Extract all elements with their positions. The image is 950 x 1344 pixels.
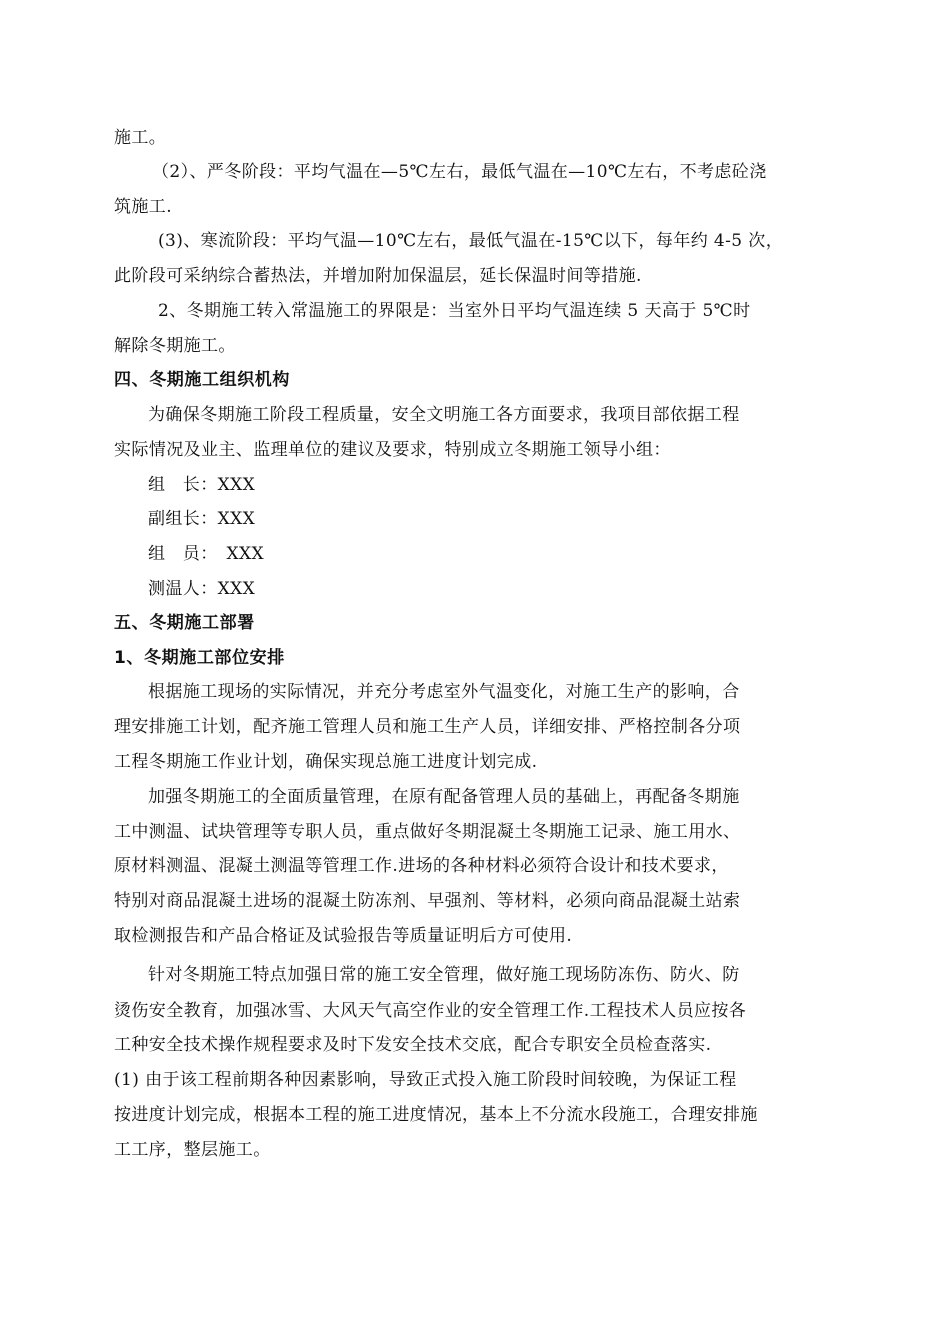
text-line: (3)、寒流阶段：平均气温—10℃左右，最低气温在-15℃以下，每年约 4-5 次，	[158, 231, 784, 251]
text-line: 原材料测温、混凝土测温等管理工作.进场的各种材料必须符合设计和技术要求，	[114, 856, 729, 876]
leader-line: 组 长：XXX	[148, 475, 256, 495]
text-line: (1) 由于该工程前期各种因素影响，导致正式投入施工阶段时间较晚，为保证工程	[114, 1070, 737, 1090]
text-line: 理安排施工计划，配齐施工管理人员和施工生产人员，详细安排、严格控制各分项	[114, 717, 741, 737]
text-line: 特别对商品混凝土进场的混凝土防冻剂、早强剂、等材料，必须向商品混凝土站索	[114, 891, 741, 911]
text-line: 施工。	[114, 128, 167, 148]
text-line: 此阶段可采纳综合蓄热法，并增加附加保温层，延长保温时间等措施.	[114, 266, 642, 286]
text-line: 解除冬期施工。	[114, 336, 236, 356]
text-line: 取检测报告和产品合格证及试验报告等质量证明后方可使用.	[114, 926, 573, 946]
temperature-recorder-line: 测温人：XXX	[148, 579, 256, 599]
text-line: 加强冬期施工的全面质量管理，在原有配备管理人员的基础上，再配备冬期施	[148, 787, 740, 807]
section-heading: 四、冬期施工组织机构	[114, 370, 290, 390]
text-line: 烫伤安全教育，加强冰雪、大风天气高空作业的安全管理工作.工程技术人员应按各	[114, 1001, 747, 1021]
text-line: 2、冬期施工转入常温施工的界限是：当室外日平均气温连续 5 天高于 5℃时	[158, 301, 751, 321]
text-line: 根据施工现场的实际情况，并充分考虑室外气温变化，对施工生产的影响，合	[148, 682, 740, 702]
section-heading: 五、冬期施工部署	[114, 613, 255, 633]
text-line: 为确保冬期施工阶段工程质量，安全文明施工各方面要求，我项目部依据工程	[148, 405, 740, 425]
text-line: 针对冬期施工特点加强日常的施工安全管理，做好施工现场防冻伤、防火、防	[148, 965, 740, 985]
text-line: 按进度计划完成，根据本工程的施工进度情况，基本上不分流水段施工，合理安排施	[114, 1105, 758, 1125]
text-line: 实际情况及业主、监理单位的建议及要求，特别成立冬期施工领导小组：	[114, 440, 671, 460]
text-line: （2）、严冬阶段：平均气温在—5℃左右，最低气温在—10℃左右，不考虑砼浇	[152, 162, 767, 182]
member-line: 组 员： XXX	[148, 544, 265, 564]
subsection-heading: 1、冬期施工部位安排	[114, 648, 285, 668]
deputy-leader-line: 副组长：XXX	[148, 509, 256, 529]
text-line: 工程冬期施工作业计划，确保实现总施工进度计划完成.	[114, 752, 538, 772]
text-line: 工工序，整层施工。	[114, 1140, 271, 1160]
text-line: 筑施工.	[114, 197, 173, 217]
text-line: 工种安全技术操作规程要求及时下发安全技术交底，配合专职安全员检查落实.	[114, 1035, 712, 1055]
text-line: 工中测温、试块管理等专职人员，重点做好冬期混凝土冬期施工记录、施工用水、	[114, 822, 741, 842]
